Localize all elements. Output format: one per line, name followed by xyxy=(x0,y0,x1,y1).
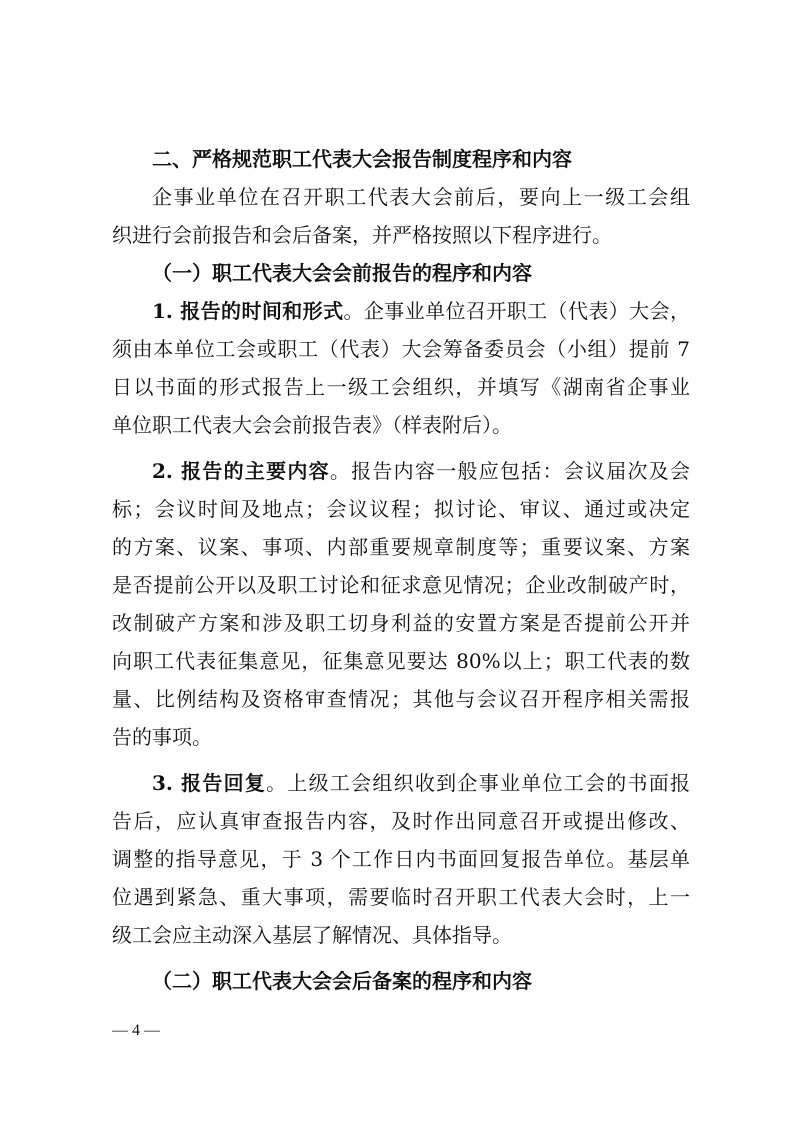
page-number: — 4 — xyxy=(112,1022,160,1039)
spacer xyxy=(112,444,690,452)
item-3-line-4: 位遇到紧急、重大事项，需要临时召开职工代表大会时，上一 xyxy=(112,885,690,909)
spacer xyxy=(112,954,690,962)
item-2-line-5: 改制破产方案和涉及职工切身利益的安置方案是否提前公开并 xyxy=(112,611,690,635)
intro-line-1: 企事业单位在召开职工代表大会前后，要向上一级工会组 xyxy=(152,185,690,209)
item-2-line-8: 告的事项。 xyxy=(112,725,212,749)
spacer xyxy=(112,756,690,764)
item-1-line-3: 日以书面的形式报告上一级工会组织，并填写《湖南省企事业 xyxy=(112,375,690,399)
item-2-line-6: 向职工代表征集意见，征集意见要达 80%以上；职工代表的数 xyxy=(112,649,690,673)
item-1-lead: 1. 报告的时间和形式 xyxy=(152,299,344,323)
item-3-line-2: 告后，应认真审查报告内容，及时作出同意召开或提出修改、 xyxy=(112,809,690,833)
item-1-text-1: 。企事业单位召开职工（代表）大会， xyxy=(343,299,690,323)
item-3-text-1: 。上级工会组织收到企事业单位工会的书面报 xyxy=(266,771,690,795)
item-2-line-7: 量、比例结构及资格审查情况；其他与会议召开程序相关需报 xyxy=(112,687,690,711)
item-3-line-1 xyxy=(112,764,690,802)
intro-line-2: 织进行会前报告和会后备案，并严格按照以下程序进行。 xyxy=(112,223,612,247)
subsection-2-title: （二）职工代表大会会后备案的程序和内容 xyxy=(152,969,532,993)
item-1-line-2: 须由本单位工会或职工（代表）大会筹备委员会（小组）提前 7 xyxy=(112,337,690,361)
item-3-lead: 3. 报告回复 xyxy=(152,771,267,795)
item-2-line-4: 是否提前公开以及职工讨论和征求意见情况；企业改制破产时， xyxy=(112,573,690,597)
item-2-lead: 2. 报告的主要内容 xyxy=(152,459,330,483)
item-2-line-3: 的方案、议案、事项、内部重要规章制度等；重要议案、方案 xyxy=(112,535,690,559)
subsection-1-title: （一）职工代表大会会前报告的程序和内容 xyxy=(152,261,532,285)
item-1-line-1 xyxy=(112,292,690,330)
item-3-line-3: 调整的指导意见，于 3 个工作日内书面回复报告单位。基层单 xyxy=(112,847,690,871)
document-body xyxy=(112,140,690,1000)
item-2-line-1 xyxy=(112,452,690,490)
section-title: 二、严格规范职工代表大会报告制度程序和内容 xyxy=(152,147,572,171)
item-2-text-1: 。报告内容一般应包括：会议届次及会 xyxy=(329,459,691,483)
item-2-line-2: 标；会议时间及地点；会议议程；拟讨论、审议、通过或决定 xyxy=(112,497,690,521)
item-3-line-5: 级工会应主动深入基层了解情况、具体指导。 xyxy=(112,923,512,947)
item-1-line-4: 单位职工代表大会会前报告表》（样表附后）。 xyxy=(112,413,512,437)
